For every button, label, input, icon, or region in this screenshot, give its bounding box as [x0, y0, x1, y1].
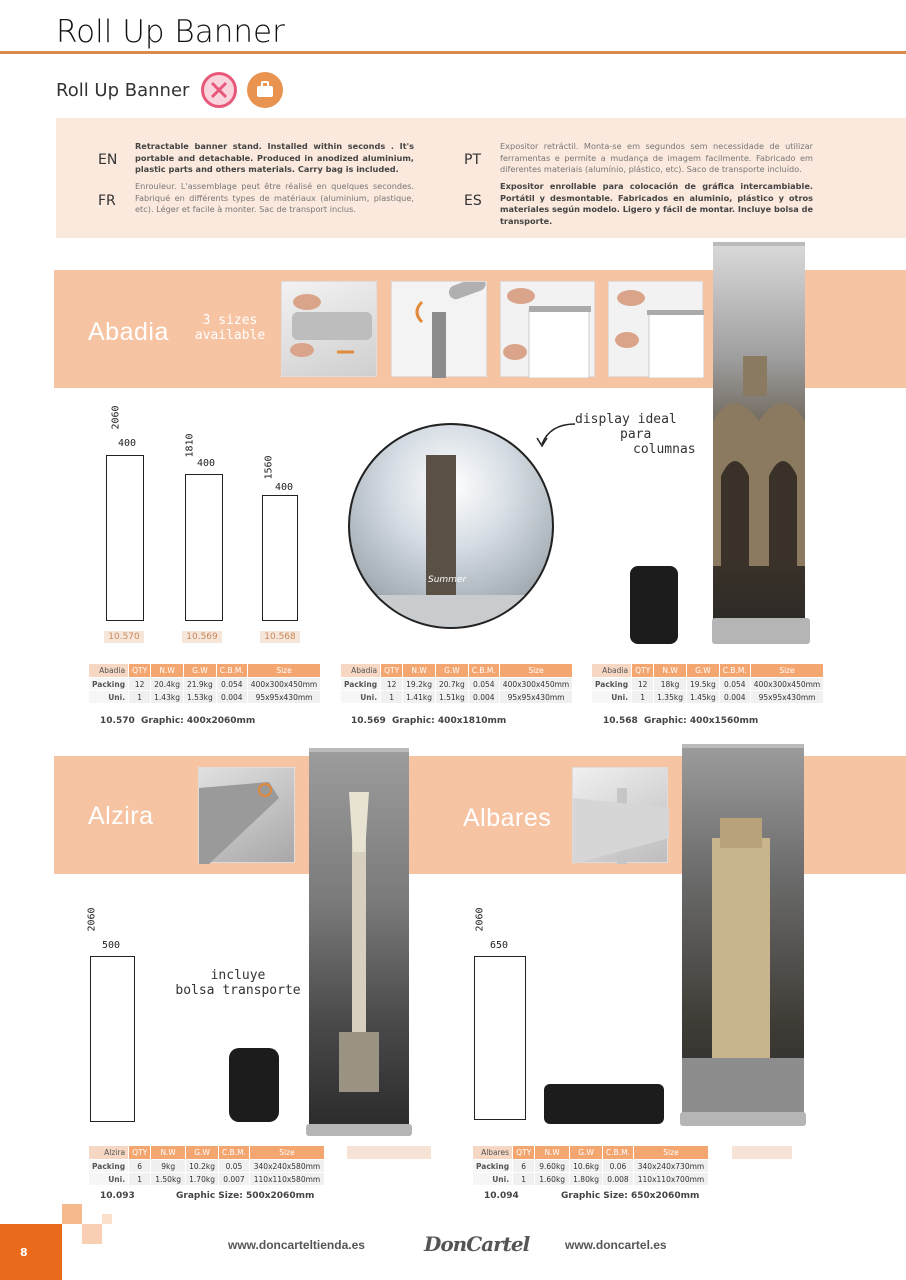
- dim-height-10568: 1560: [263, 455, 275, 480]
- table-cell: Uni.: [473, 1173, 512, 1185]
- table-cell: 1.60kg: [535, 1173, 569, 1185]
- table-cell: 1.35kg: [654, 691, 686, 703]
- albares-carry-bag-photo: [544, 1084, 664, 1124]
- footer-main-link[interactable]: www.doncartel.es: [565, 1238, 667, 1252]
- table-header: N.W: [403, 664, 435, 677]
- table-cell: 95x95x430mm: [248, 691, 320, 703]
- table-cell: 12: [381, 678, 402, 690]
- table-cell: Uni.: [592, 691, 631, 703]
- table-cell: 10.2kg: [186, 1160, 218, 1172]
- frame-drawing-10570: [106, 455, 144, 621]
- table-header: Size: [751, 664, 823, 677]
- alzira-carry-bag-photo: [229, 1048, 279, 1122]
- table-header: G.W: [186, 1146, 218, 1159]
- carry-bag-photo: [630, 566, 678, 644]
- table-header: N.W: [151, 1146, 185, 1159]
- table-cell: 400x300x450mm: [248, 678, 320, 690]
- table-header: QTY: [632, 664, 653, 677]
- table-cell: 6: [513, 1160, 534, 1172]
- graphic-size-10569: [351, 716, 506, 726]
- table-accent: [347, 1146, 431, 1159]
- detail-photo-1: [281, 281, 377, 377]
- spec-table-10569: [340, 663, 573, 704]
- table-header: QTY: [129, 664, 150, 677]
- table-cell: 9.60kg: [535, 1160, 569, 1172]
- table-cell: 1: [632, 691, 653, 703]
- alzira-banner-photo: [309, 748, 409, 1128]
- table-header: G.W: [436, 664, 468, 677]
- table-cell: Uni.: [89, 691, 128, 703]
- table-cell: 1.53kg: [184, 691, 216, 703]
- lang-code-fr: FR: [98, 193, 116, 209]
- sizes-note-line2: available: [194, 328, 266, 343]
- alzira-title: Alzira: [88, 802, 154, 830]
- description-fr: Enrouleur. L'assemblage peut être réalisé en quelques secondes. Fabriqué en différents types de matériaux (aluminium, plastique, etc). Léger et facile à monter. Sac de transport inclus.: [135, 181, 414, 214]
- alzira-detail-photo: [198, 767, 295, 863]
- table-header: Size: [500, 664, 572, 677]
- brand-logo: DonCartel: [424, 1232, 530, 1256]
- table-cell: 0.06: [603, 1160, 633, 1172]
- table-header: Abadia: [341, 664, 380, 677]
- table-cell: 0.004: [469, 691, 499, 703]
- decor-square: [82, 1224, 102, 1244]
- table-cell: 1: [381, 691, 402, 703]
- albares-detail-photo: [572, 767, 668, 863]
- mall-sign-text: Summer: [428, 575, 467, 585]
- dim-width-albares: 650: [490, 940, 509, 951]
- table-cell: 18kg: [654, 678, 686, 690]
- spec-table-10570: [88, 663, 321, 704]
- table-cell: 10.6kg: [570, 1160, 602, 1172]
- frame-drawing-10568: [262, 495, 298, 621]
- model-code: 10.569: [351, 716, 386, 726]
- table-header: QTY: [513, 1146, 534, 1159]
- abadia-banner-photo: [713, 242, 805, 620]
- decor-square: [62, 1204, 82, 1224]
- table-header: Size: [250, 1146, 324, 1159]
- alzira-banner-base: [306, 1124, 412, 1136]
- display-note-line3: columnas: [633, 442, 696, 457]
- albares-code: 10.094: [484, 1191, 519, 1201]
- detail-photo-2: [391, 281, 487, 377]
- table-cell: 20.4kg: [151, 678, 183, 690]
- table-header: N.W: [654, 664, 686, 677]
- section-subtitle: Roll Up Banner: [56, 80, 190, 101]
- alzira-graphic-size: Graphic Size: 500x2060mm: [176, 1191, 315, 1201]
- table-header: QTY: [129, 1146, 150, 1159]
- albares-title: Albares: [463, 804, 552, 832]
- table-cell: 9kg: [151, 1160, 185, 1172]
- dim-width-10570: 400: [118, 438, 137, 449]
- graphic-size: Graphic: 400x1810mm: [392, 716, 507, 726]
- table-header: Alzira: [89, 1146, 128, 1159]
- graphic-size: Graphic: 400x2060mm: [141, 716, 256, 726]
- table-cell: 110x110x700mm: [634, 1173, 708, 1185]
- table-cell: 21.9kg: [184, 678, 216, 690]
- table-header: C.B.M.: [603, 1146, 633, 1159]
- table-cell: 12: [632, 678, 653, 690]
- table-cell: 400x300x450mm: [751, 678, 823, 690]
- dim-height-10570: 2060: [110, 405, 122, 430]
- description-es: Expositor enrollable para colocación de gráfica intercambiable. Portátil y desmontable. Fabricados en aluminio, plástico y otros materiales según modelo. Ligero y fácil de montar. Incluye bolsa de transporte.: [500, 181, 813, 226]
- mall-display-photo: [348, 423, 554, 629]
- model-code: 10.570: [100, 716, 135, 726]
- display-note: [575, 412, 715, 457]
- table-cell: 6: [129, 1160, 150, 1172]
- table-cell: 95x95x430mm: [751, 691, 823, 703]
- albares-banner-base: [680, 1112, 806, 1126]
- detail-photo-3: [500, 281, 595, 377]
- table-cell: 1.45kg: [687, 691, 719, 703]
- frame-drawing-10569: [185, 474, 223, 621]
- table-header: Albares: [473, 1146, 512, 1159]
- table-cell: Packing: [89, 678, 128, 690]
- frame-drawing-alzira: [90, 956, 135, 1122]
- albares-graphic-size: Graphic Size: 650x2060mm: [561, 1191, 700, 1201]
- no-tools-icon: [201, 72, 237, 108]
- lang-code-pt: PT: [464, 152, 481, 168]
- table-cell: 340x240x730mm: [634, 1160, 708, 1172]
- table-cell: 95x95x430mm: [500, 691, 572, 703]
- table-cell: 0.054: [217, 678, 247, 690]
- table-cell: 110x110x580mm: [250, 1173, 324, 1185]
- table-cell: Packing: [341, 678, 380, 690]
- table-header: Abadia: [89, 664, 128, 677]
- page-title: Roll Up Banner: [56, 14, 285, 50]
- table-cell: 340x240x580mm: [250, 1160, 324, 1172]
- table-header: Abadia: [592, 664, 631, 677]
- table-cell: 0.004: [217, 691, 247, 703]
- graphic-size-10570: [100, 716, 255, 726]
- alzira-note-line2: bolsa transporte: [175, 983, 301, 998]
- model-code-10569: 10.569: [182, 631, 222, 643]
- sizes-note-line1: 3 sizes: [202, 313, 258, 328]
- alzira-note-line1: incluye: [210, 968, 266, 983]
- frame-drawing-albares: [474, 956, 526, 1120]
- spec-table-alzira: [88, 1145, 325, 1186]
- table-cell: 1: [129, 691, 150, 703]
- detail-photo-4: [608, 281, 703, 377]
- table-header: G.W: [687, 664, 719, 677]
- table-header: G.W: [570, 1146, 602, 1159]
- abadia-banner-base: [712, 618, 810, 644]
- table-header: C.B.M.: [469, 664, 499, 677]
- dim-height-10569: 1810: [184, 433, 196, 458]
- abadia-title: Abadia: [88, 318, 169, 346]
- table-accent: [732, 1146, 792, 1159]
- table-cell: 0.05: [219, 1160, 249, 1172]
- table-cell: Uni.: [89, 1173, 128, 1185]
- table-cell: 19.2kg: [403, 678, 435, 690]
- table-cell: Packing: [592, 678, 631, 690]
- dim-height-alzira: 2060: [86, 907, 98, 932]
- table-header: G.W: [184, 664, 216, 677]
- table-cell: 0.007: [219, 1173, 249, 1185]
- table-header: Size: [634, 1146, 708, 1159]
- display-note-line1: display ideal: [575, 412, 677, 427]
- decor-square: [102, 1214, 112, 1224]
- lang-code-es: ES: [464, 193, 482, 209]
- table-cell: 12: [129, 678, 150, 690]
- page-number: 8: [0, 1224, 62, 1280]
- table-cell: 0.054: [720, 678, 750, 690]
- alzira-code: 10.093: [100, 1191, 135, 1201]
- table-cell: 1: [513, 1173, 534, 1185]
- table-header: N.W: [151, 664, 183, 677]
- graphic-size-10568: [603, 716, 758, 726]
- table-cell: 1.51kg: [436, 691, 468, 703]
- table-cell: Packing: [473, 1160, 512, 1172]
- table-header: C.B.M.: [219, 1146, 249, 1159]
- footer-shop-link[interactable]: www.doncarteltienda.es: [228, 1238, 365, 1252]
- table-cell: 0.054: [469, 678, 499, 690]
- table-cell: 1.43kg: [151, 691, 183, 703]
- table-cell: 1.50kg: [151, 1173, 185, 1185]
- lang-code-en: EN: [98, 152, 118, 168]
- table-cell: 20.7kg: [436, 678, 468, 690]
- table-header: C.B.M.: [720, 664, 750, 677]
- sizes-note: [190, 313, 270, 343]
- table-cell: 1: [129, 1173, 150, 1185]
- table-cell: 0.008: [603, 1173, 633, 1185]
- table-header: Size: [248, 664, 320, 677]
- table-header: C.B.M.: [217, 664, 247, 677]
- alzira-bag-note: [168, 968, 308, 998]
- description-en: Retractable banner stand. Installed within seconds . It's portable and detachable. Produced in anodized aluminium, plastic parts and others materials. Carry bag is included.: [135, 141, 414, 174]
- model-code-10570: 10.570: [104, 631, 144, 643]
- title-divider: [0, 51, 906, 54]
- model-code: 10.568: [603, 716, 638, 726]
- dim-height-albares: 2060: [474, 907, 486, 932]
- model-code-10568: 10.568: [260, 631, 300, 643]
- arrow-icon: [530, 420, 580, 450]
- dim-width-10569: 400: [197, 458, 216, 469]
- table-cell: 1.70kg: [186, 1173, 218, 1185]
- dim-width-alzira: 500: [102, 940, 121, 951]
- albares-banner-photo: [682, 744, 804, 1116]
- table-cell: Packing: [89, 1160, 128, 1172]
- carry-bag-icon: [247, 72, 283, 108]
- description-pt: Expositor retráctil. Monta-se em segundos sem necessidade de utilizar ferramentas e permite a mudança de imagem facilmente. Fabricado em diferentes materiais (alumínio, plástico, etc). Saco de transporte incluído.: [500, 141, 813, 174]
- table-cell: Uni.: [341, 691, 380, 703]
- dim-width-10568: 400: [275, 482, 294, 493]
- table-header: N.W: [535, 1146, 569, 1159]
- table-cell: 1.41kg: [403, 691, 435, 703]
- table-header: QTY: [381, 664, 402, 677]
- spec-table-10568: [591, 663, 824, 704]
- display-note-line2: para: [620, 427, 652, 442]
- table-cell: 0.004: [720, 691, 750, 703]
- table-cell: 19.5kg: [687, 678, 719, 690]
- table-cell: 1.80kg: [570, 1173, 602, 1185]
- graphic-size: Graphic: 400x1560mm: [644, 716, 759, 726]
- table-cell: 400x300x450mm: [500, 678, 572, 690]
- spec-table-albares: [472, 1145, 709, 1186]
